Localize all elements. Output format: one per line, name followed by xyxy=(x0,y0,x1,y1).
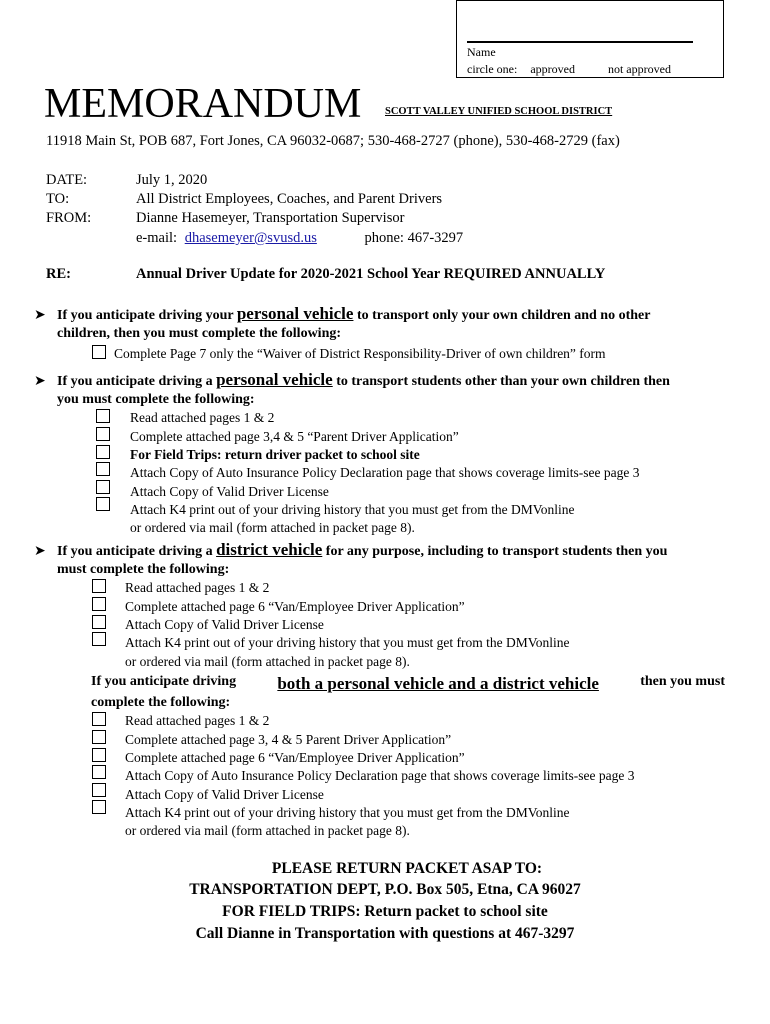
checklist-item: Attach Copy of Auto Insurance Policy Declaration page that shows coverage limits-see page 3 xyxy=(125,768,635,783)
section4-heading-line2: complete the following: xyxy=(91,695,231,710)
checkbox[interactable] xyxy=(92,712,106,726)
section3-heading-line2: must complete the following: xyxy=(57,562,230,577)
checkbox[interactable] xyxy=(96,497,110,511)
checkbox[interactable] xyxy=(92,597,106,611)
personal-vehicle-emphasis: personal vehicle xyxy=(216,370,333,389)
to-value: All District Employees, Coaches, and Parent Drivers xyxy=(136,191,443,207)
contact-row xyxy=(136,230,463,247)
re-label: RE: xyxy=(46,266,71,282)
checkbox[interactable] xyxy=(92,748,106,762)
checklist-item: Attach K4 print out of your driving history that you must get from the DMVonline xyxy=(130,502,575,517)
section1-heading-line2: children, then you must complete the following: xyxy=(57,326,342,341)
bullet-arrow-icon: ➤ xyxy=(34,544,46,559)
circle-one-label: circle one: xyxy=(467,62,518,76)
date-label: DATE: xyxy=(46,172,88,188)
checklist-item: Read attached pages 1 & 2 xyxy=(130,410,275,425)
checkbox[interactable] xyxy=(92,730,106,744)
memo-title: MEMORANDUM xyxy=(44,81,362,127)
checklist-item: Read attached pages 1 & 2 xyxy=(125,580,270,595)
from-value: Dianne Hasemeyer, Transportation Supervisor xyxy=(136,210,405,226)
section1-heading: If you anticipate driving your personal vehicle to transport only your own children and no other xyxy=(57,304,651,323)
district-vehicle-emphasis: district vehicle xyxy=(216,540,323,559)
section2-heading-line2: you must complete the following: xyxy=(57,392,255,407)
checkbox[interactable] xyxy=(96,409,110,423)
footer-return-heading: PLEASE RETURN PACKET ASAP TO: xyxy=(271,860,543,877)
section2-heading: If you anticipate driving a personal vehicle to transport students other than your own children then xyxy=(57,370,670,389)
checklist-item: Read attached pages 1 & 2 xyxy=(125,713,270,728)
checklist-item-continuation: or ordered via mail (form attached in packet page 8). xyxy=(125,823,410,838)
date-value: July 1, 2020 xyxy=(136,172,208,188)
both-vehicles-emphasis: both a personal vehicle and a district vehicle xyxy=(277,674,599,693)
bullet-arrow-icon: ➤ xyxy=(34,308,46,323)
personal-vehicle-emphasis: personal vehicle xyxy=(236,304,354,323)
checkbox[interactable] xyxy=(92,615,106,629)
checkbox[interactable] xyxy=(96,462,110,476)
bullet-arrow-icon: ➤ xyxy=(34,374,46,389)
checklist-item: Attach K4 print out of your driving history that you must get from the DMVonline xyxy=(125,805,570,820)
checklist-item: Attach Copy of Auto Insurance Policy Declaration page that shows coverage limits-see page 3 xyxy=(130,465,640,480)
section3-heading: If you anticipate driving a district vehicle for any purpose, including to transport students then you xyxy=(57,540,668,559)
checkbox[interactable] xyxy=(92,345,106,359)
checklist-item: Complete attached page 6 “Van/Employee Driver Application” xyxy=(125,750,465,765)
circle-one-row xyxy=(467,62,671,77)
approved-option[interactable]: approved xyxy=(530,62,575,76)
name-label: Name xyxy=(467,45,496,59)
checklist-item: Attach Copy of Valid Driver License xyxy=(125,617,324,632)
checkbox[interactable] xyxy=(92,765,106,779)
checklist-item: Attach Copy of Valid Driver License xyxy=(125,787,324,802)
re-value: Annual Driver Update for 2020-2021 School Year REQUIRED ANNUALLY xyxy=(136,266,606,282)
checkbox[interactable] xyxy=(92,579,106,593)
checkbox[interactable] xyxy=(96,480,110,494)
footer-address: TRANSPORTATION DEPT, P.O. Box 505, Etna, CA 96027 xyxy=(189,881,581,898)
email-label: e-mail: xyxy=(136,230,178,246)
checkbox[interactable] xyxy=(92,632,106,646)
checklist-item: Complete Page 7 only the “Waiver of District Responsibility-Driver of own children” form xyxy=(114,346,606,361)
checkbox[interactable] xyxy=(96,445,110,459)
checklist-item: Complete attached page 3,4 & 5 “Parent Driver Application” xyxy=(130,429,459,444)
district-name: SCOTT VALLEY UNIFIED SCHOOL DISTRICT xyxy=(385,106,613,117)
checklist-item: Attach K4 print out of your driving history that you must get from the DMVonline xyxy=(125,635,570,650)
checklist-item: Complete attached page 6 “Van/Employee Driver Application” xyxy=(125,599,465,614)
name-signature-line[interactable] xyxy=(467,41,693,43)
to-label: TO: xyxy=(46,191,70,207)
footer-contact: Call Dianne in Transportation with questions at 467-3297 xyxy=(195,925,575,942)
checkbox[interactable] xyxy=(92,800,106,814)
not-approved-option[interactable]: not approved xyxy=(607,62,671,76)
footer-field-trips: FOR FIELD TRIPS: Return packet to school site xyxy=(222,903,548,920)
section4-heading: If you anticipate driving both a personal vehicle and a district vehicle then you must xyxy=(91,674,725,693)
district-address: 11918 Main St, POB 687, Fort Jones, CA 96032-0687; 530-468-2727 (phone), 530-468-2729 (fax) xyxy=(46,133,620,149)
checklist-item-continuation: or ordered via mail (form attached in packet page 8). xyxy=(125,654,410,669)
checklist-item: Complete attached page 3, 4 & 5 Parent Driver Application” xyxy=(125,732,452,747)
email-link[interactable]: dhasemeyer@svusd.us xyxy=(184,230,317,246)
approval-box xyxy=(456,0,724,78)
checkbox[interactable] xyxy=(92,783,106,797)
checkbox[interactable] xyxy=(96,427,110,441)
checklist-item-continuation: or ordered via mail (form attached in packet page 8). xyxy=(130,520,415,535)
phone-value: phone: 467-3297 xyxy=(364,230,464,246)
checklist-item: Attach Copy of Valid Driver License xyxy=(130,484,329,499)
from-label: FROM: xyxy=(46,210,92,226)
checklist-item: For Field Trips: return driver packet to school site xyxy=(130,447,420,462)
